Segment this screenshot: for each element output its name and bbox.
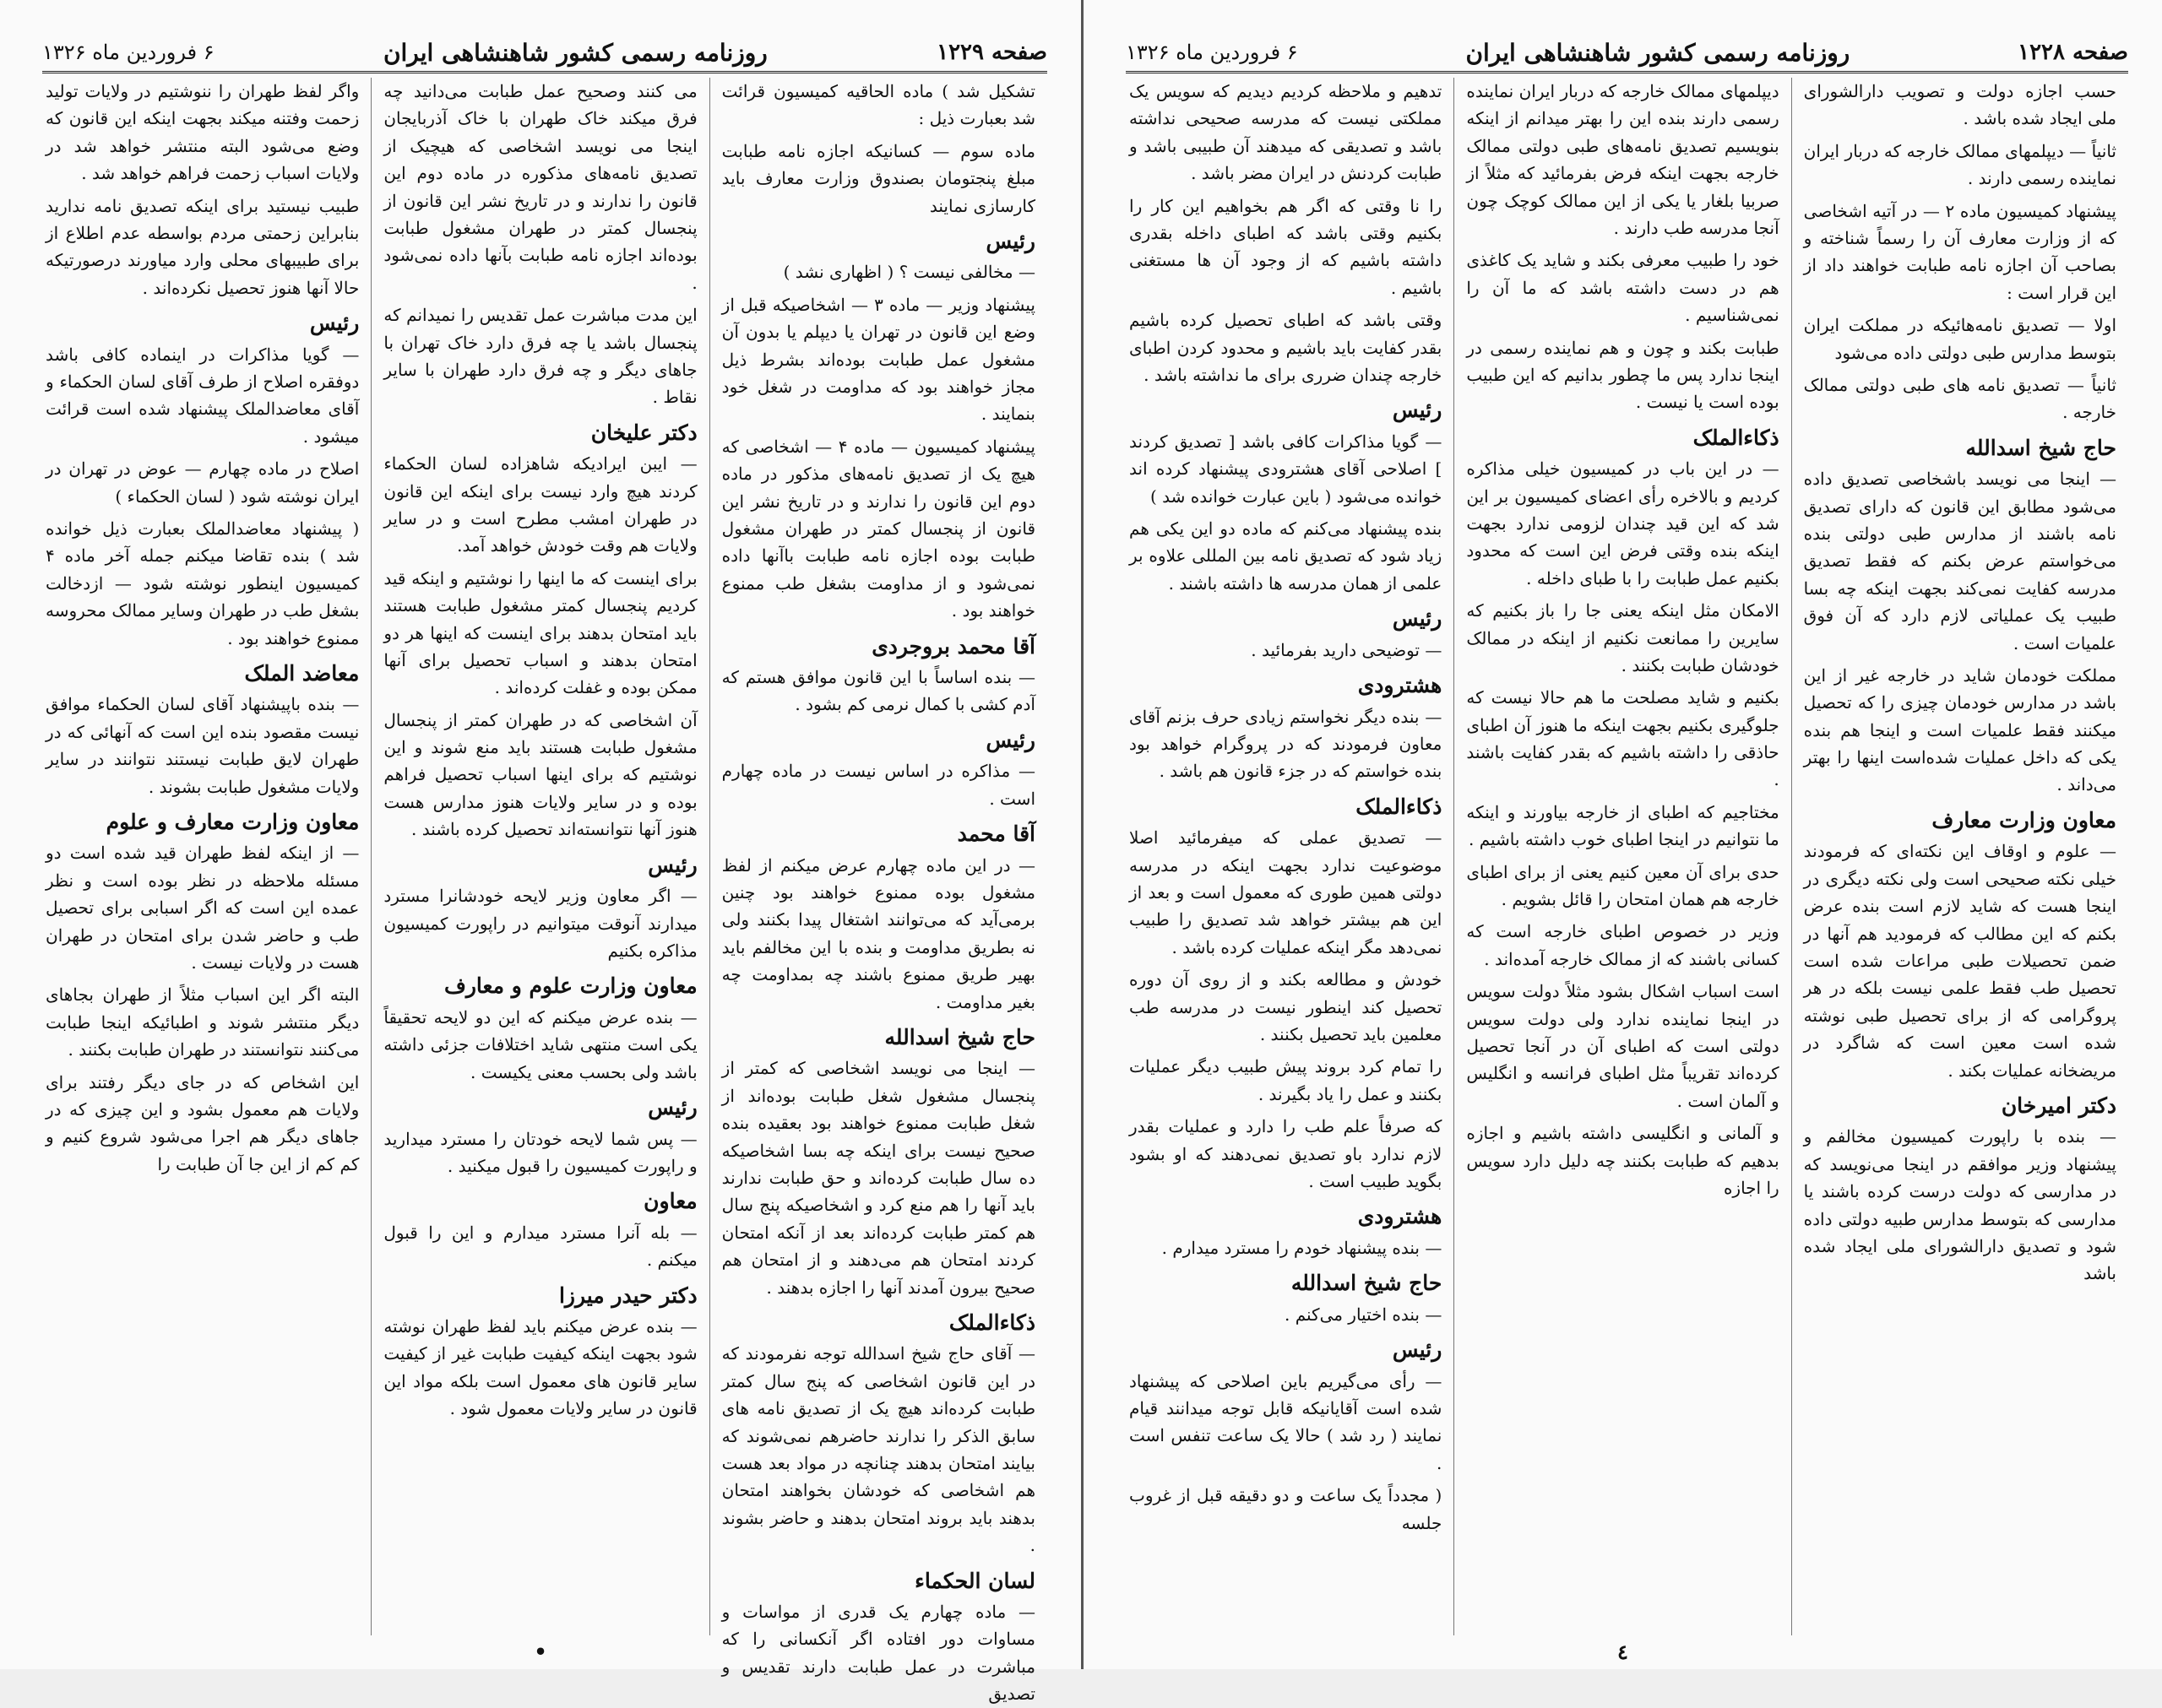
paragraph: تدهیم و ملاحظه کردیم دیدیم که سویس یک مملکتی نیست که مدرسه صحیحی نداشته باشد و تصدیقی که میدهند آن طبیبی باشد و طبابت کردنش در ایران مضر باشد .	[1129, 81, 1442, 184]
paragraph: — بنده عرض میکنم باید لفظ طهران نوشته شود بجهت اینکه کیفیت طبابت غیر از کیفیت سایر قانون های معمول است بلکه مواد این قانون در سایر ولایات معمول شود .	[383, 1316, 698, 1419]
paragraph: ثانیاً — دیپلمهای ممالک خارجه که دربار ایران نماینده رسمی دارند .	[1803, 140, 2116, 189]
paragraph: را تمام کرد بروند پیش طبیب دیگر عملیات بکنند و عمل را یاد بگیرند .	[1129, 1056, 1442, 1104]
speaker-name: رئیس	[309, 311, 360, 336]
column-3	[1117, 78, 1453, 1635]
paragraph: — آقای حاج شیخ اسدالله توجه نفرمودند که در این قانون اشخاصی که پنج سال کمتر طبابت کرده‌اند هیچ یک از تصدیق نامه های سابق الذکر را ندارند حاضرهم نمی‌شوند که بیایند امتحان بدهند چنانچه در مواد بعد هست هم اشخاصی که خودشان بخواهند امتحان بدهند باید بروند امتحان بدهند و حاضر بشوند .	[721, 1343, 1035, 1556]
speaker-name: حاج شیخ اسدالله	[884, 1024, 1035, 1049]
speaker-name: معاون	[644, 1189, 698, 1214]
speaker-name: معاون وزارت علوم و معارف	[443, 973, 698, 999]
paragraph: — بنده باپیشنهاد آقای لسان الحکماء موافق نیست مقصود بنده این است که آنهائی که در طهران لایق طبابت نیستند نتوانند در سایر ولایات مشغول طبابت بشوند .	[46, 694, 360, 797]
paragraph: — اینجا می نویسد باشخاصی تصدیق داده می‌شود مطابق این قانون که دارای تصدیق نامه باشند از مدارس طبی دولتی بنده می‌خواستم عرض بکنم که فقط تصدیق مدرسه کفایت نمی‌کند بجهت اینکه چه بسا طبیب یک عملیاتی لازم دارد که آن فوق علمیات است .	[1803, 469, 2116, 653]
column-3	[34, 78, 371, 1635]
paragraph: طبابت بکند و چون و هم نماینده رسمی در اینجا ندارد پس ما چطور بدانیم که این طبیب بوده است یا نیست .	[1466, 337, 1779, 413]
paragraph: — در این باب در کمیسیون خیلی مذاکره کردیم و بالاخره رأی اعضای کمیسیون بر این شد که این قید چندان لزومی ندارد بجهت اینکه بنده وقتی فرض این است که محدود بکنیم عمل طبابت را با طبای داخله .	[1466, 458, 1779, 588]
paragraph: — از اینکه لفظ طهران قید شده است دو مسئله ملاحظه در نظر بوده است و نظر عمده این است که اگر اسبابی برای تحصیل طب و حاضر شدن برای امتحان در طهران هست در ولایات نیست .	[46, 843, 360, 973]
paragraph: — علوم و اوقاف این نکته‌ای که فرمودند خیلی نکته صحیحی است ولی نکته دیگری در اینجا هست که شاید لازم است بنده عرض بکنم که این مطالب که فرمودید هم آنها در ضمن تحصیلات طبی مراعات شده است تحصیل طب فقط علمی نیست بلکه در هر پروگرامی که از برای تحصیل طبی نوشته شده است معین است که شاگرد در مریضخانه عملیات بکند .	[1803, 841, 2116, 1081]
paragraph: پیشنهاد کمیسیون ماده ۲ — در آتیه اشخاصی که از وزارت معارف آن را رسماً شناخته و بصاحب آن اجازه نامه طبابت خواهند داد از این قرار است :	[1803, 200, 2116, 303]
paragraph: — ایبن ایرادیکه شاهزاده لسان الحکماء کردند هیچ وارد نیست برای اینکه این قانون در طهران امشب مطرح است و در سایر ولایات هم وقت خودش خواهد آمد.	[383, 453, 698, 556]
paragraph: — بنده اختیار می‌کنم .	[1284, 1304, 1442, 1325]
newspaper-title: روزنامه رسمی کشور شاهنشاهی ایران	[383, 38, 768, 67]
paragraph: است اسباب اشکال بشود مثلاً دولت سویس در اینجا نماینده ندارد ولی دولت سویس دولتی است که اطبای آن در آنجا تحصیل کرده‌اند تقریباً مثل اطبای فرانسه و انگلیس و آلمان است .	[1466, 981, 1779, 1111]
speaker-name: رئیس	[648, 852, 698, 877]
speaker-name: رئیس	[986, 727, 1035, 752]
speaker-name: رئیس	[1392, 606, 1442, 632]
paragraph: دیپلمهای ممالک خارجه که دربار ایران نماینده رسمی دارند بنده این را بهتر میدانم از اینکه بنویسیم تصدیق نامه‌های طبی دولتی ممالک خارجه بجهت اینکه فرض بفرمائید که مثلاً از صربیا بلغار یا یکی از این ممالک کوچک چون آنجا مدرسه طب دارند .	[1466, 81, 1779, 238]
speaker-name: هشترودی	[1357, 673, 1442, 698]
paragraph: می کنند وصحیح عمل طبابت می‌دانید چه فرق میکند خاک طهران با خاک آذربایجان اینجا می نویسد اشخاصی که هیچیک از تصدیق نامه‌های مذکوره در ماده دوم این قانون را ندارند و در تاریخ نشر این قانون از پنجسال کمتر در طهران مشغول طبابت بوده‌اند اجازه نامه طبابت بآنها داده نمی‌شود .	[383, 81, 698, 293]
paragraph: ثانیاً — تصدیق نامه های طبی دولتی ممالک خارجه .	[1803, 374, 2116, 423]
page-foot-mark: •	[534, 1640, 547, 1664]
paragraph: طبیب نیستید برای اینکه تصدیق نامه ندارید بنابراین زحمتی مردم بواسطه عدم اطلاع از برای طبیبهای محلی وارد میاورند درصورتیکه حالا آنها هنوز تحصیل نکرده‌اند .	[46, 195, 360, 298]
speaker-name: ذکاءالملک	[1355, 794, 1442, 819]
speaker-name: حاج شیخ اسدالله	[1965, 435, 2116, 460]
speaker-name: هشترودی	[1357, 1204, 1442, 1229]
paragraph: پیشنهاد کمیسیون — ماده ۴ — اشخاصی که هیچ یک از تصدیق نامه‌های مذکور در ماده دوم این قانون را ندارند و در تاریخ نشر این قانون از پنجسال کمتر در طهران مشغول طبابت بوده اجازه نامه طبابت باآنها داده نمی‌شود و از مداومت بشغل طب ممنوع خواهند بود .	[721, 436, 1035, 621]
text-columns	[34, 78, 1047, 1705]
paragraph: ( پیشنهاد معاضدالملک بعبارت ذیل خوانده شد ) بنده تقاضا میکنم جمله آخر ماده ۴ کمیسیون اینطور نوشته شود — ازدخالت بشغل طب در طهران وسایر ممالک محروسه ممنوع خواهند بود .	[46, 518, 360, 648]
paragraph: برای اینست که ما اینها را نوشتیم و اینکه قید کردیم پنجسال کمتر مشغول طبابت هستند باید امتحان بدهند برای اینست که اینها هر دو امتحان بدهند و اسباب تحصیل برای آنها ممکن بوده و غفلت کرده‌اند .	[383, 567, 698, 698]
paragraph: — توضیحی دارید بفرمائید .	[1251, 639, 1442, 660]
speaker-name: رئیس	[1392, 398, 1442, 423]
paragraph: — بنده پیشنهاد خودم را مسترد میدارم .	[1161, 1237, 1442, 1258]
paragraph: ماده سوم — کسانیکه اجازه نامه طبابت مبلغ پنجتومان بصندوق وزارت معارف باید کارسازی نمایند	[721, 140, 1035, 216]
page-header	[1126, 34, 2128, 73]
page-1228	[1084, 0, 2162, 1669]
paragraph: — مذاکره در اساس نیست در ماده چهارم است .	[721, 761, 1035, 809]
column-2	[1453, 78, 1790, 1635]
paragraph: وقتی باشد که اطبای تحصیل کرده باشیم بقدر کفایت باید باشیم و محدود کردن اطبای خارجه چندان ضرری برای ما نداشته باشد .	[1129, 310, 1442, 385]
issue-date: ۶ فروردین ماه ۱۳۲۶	[42, 41, 215, 64]
paragraph: اولا — تصدیق نامه‌هائیکه در مملکت ایران بتوسط مدارس طبی دولتی داده می‌شود	[1803, 315, 2116, 363]
paragraph: البته اگر این اسباب مثلاً از طهران بجاهای دیگر منتشر شوند و اطبائیکه اینجا طبابت می‌کنند نتوانستند در طهران طبابت بکنند .	[46, 984, 360, 1060]
paragraph: واگر لفظ طهران را ننوشتیم در ولایات تولید زحمت وفتنه میکند بجهت اینکه این قانون که وضع می‌شود البته منتشر خواهد شد در ولایات اسباب زحمت فراهم خواهد شد .	[46, 81, 360, 184]
paragraph: الامکان مثل اینکه یعنی جا را باز بکنیم که سایرین را ممانعت نکنیم از اینکه در ممالک خودشان طبابت بکنند .	[1466, 600, 1779, 675]
paragraph: بنده پیشنهاد می‌کنم که ماده دو این یکی هم زیاد شود که تصدیق نامه بین المللی علاوه بر علمی از همان مدرسه ها داشته باشند .	[1129, 518, 1442, 594]
speaker-name: ذکاءالملک	[1692, 425, 1779, 450]
speaker-name: رئیس	[986, 228, 1035, 253]
speaker-name: ذکاءالملک	[948, 1309, 1035, 1335]
paragraph: خودش و مطالعه بکند و از روی آن دوره تحصیل کند اینطور نیست در مدرسه طب معلمین باید تحصیل بکنند .	[1129, 969, 1442, 1044]
paragraph: — ماده چهارم یک قدری از مواسات و مساوات دور افتاده اگر آنکسانی را که مباشرت در عمل طبابت دارند تقدیس و تصدیق	[721, 1602, 1035, 1705]
page-header	[42, 34, 1047, 73]
paragraph: این اشخاص که در جای دیگر رفتند برای ولایات هم معمول بشود و این چیزی که در جاهای دیگر هم اجرا می‌شود شروع کنیم و کم کم از این جا آن طبابت را	[46, 1071, 360, 1174]
paragraph: — تصدیق عملی که میفرمائید اصلا موضوعیت ندارد بجهت اینکه در مدرسه دولتی همین طوری که معمول است و بعد از این هم بیشتر خواهد شد تصدیق را طبیب نمی‌دهد مگر اینکه عملیات کرده باشد .	[1129, 827, 1442, 957]
paragraph: — رأی می‌گیریم باین اصلاحی که پیشنهاد شده است آقایانیکه قابل توجه میدانند قیام نمایند ( رد شد ) حالا یک ساعت تنفس است .	[1129, 1370, 1442, 1473]
paragraph: وزیر در خصوص اطبای خارجه است که کسانی باشند که از ممالک خارجه آمده‌اند .	[1466, 921, 1779, 969]
paragraph: پیشنهاد وزیر — ماده ۳ — اشخاصیکه قبل از وضع این قانون در تهران یا دیپلم یا بدون آن مشغول عمل طبابت بوده‌اند بشرط ذیل مجاز خواهند بود که مداومت در شغل خود بنمایند .	[721, 294, 1035, 425]
speaker-name: معاون وزارت معارف و علوم	[106, 809, 360, 834]
paragraph: تشکیل شد ) ماده الحاقیه کمیسیون قرائت شد بعبارت ذیل :	[721, 81, 1035, 129]
speaker-name: رئیس	[1392, 1337, 1442, 1363]
speaker-name: لسان الحکماء	[915, 1568, 1035, 1593]
speaker-name: معاضد الملک	[244, 660, 360, 686]
paragraph: آن اشخاصی که در طهران کمتر از پنجسال مشغول طبابت هستند باید منع شوند و این نوشتیم که برای اینها اسباب تحصیل فراهم بوده و در سایر ولایات هنوز مدارس هست هنوز آنها نتوانسته‌اند تحصیل کرده باشند .	[383, 709, 698, 840]
paragraph: حدی برای آن معین کنیم یعنی از برای اطبای خارجه هم همان امتحان را قائل بشویم .	[1466, 861, 1779, 910]
column-2	[371, 78, 709, 1635]
page-number: صفحه ۱۲۲۸	[2018, 40, 2128, 65]
column-1	[1791, 78, 2128, 1635]
page-number: صفحه ۱۲۲۹	[937, 40, 1047, 65]
paragraph: — بله آنرا مسترد میدارم و این را قبول میکنم .	[383, 1222, 698, 1271]
speaker-name: حاج شیخ اسدالله	[1290, 1271, 1442, 1296]
paragraph: ( مجدداً یک ساعت و دو دقیقه قبل از غروب جلسه	[1129, 1485, 1442, 1533]
newspaper-title: روزنامه رسمی کشور شاهنشاهی ایران	[1465, 38, 1850, 67]
speaker-name: معاون وزارت معارف	[1931, 807, 2116, 832]
paragraph: — مخالفی نیست ؟ ( اظهاری نشد )	[783, 262, 1035, 283]
paragraph: خود را طبیب معرفی بکند و شاید یک کاغذی هم در دست داشته باشد که ما آن را نمی‌شناسیم .	[1466, 250, 1779, 326]
text-columns	[1117, 78, 2128, 1635]
paragraph: — در این ماده چهارم عرض میکنم از لفظ مشغول بوده ممنوع خواهند بود چنین برمی‌آید که می‌توانند اشتغال پیدا بکنند ولی نه بطریق مداومت و بنده با این مخالفم باید بهیر طریق ممنوع باشند چه بمداومت چه بغیر مداومت .	[721, 854, 1035, 1012]
column-1	[709, 78, 1047, 1705]
speaker-name: آقا محمد بروجردی	[872, 633, 1035, 659]
speaker-name: رئیس	[648, 1095, 698, 1120]
speaker-name: آقا محمد	[957, 821, 1035, 847]
paragraph: — گویا مذاکرات کافی باشد [ تصدیق کردند ] اصلاحی آقای هشترودی پیشنهاد کرده اند خوانده می‌شود ( باین عبارت خوانده شد )	[1129, 431, 1442, 507]
paragraph: — بنده عرض میکنم که این دو لایحه تحقیقاً یکی است منتهی شاید اختلافات جزئی داشته باشد ولی بحسب معنی یکیست .	[383, 1006, 698, 1082]
paragraph: — بنده با راپورت کمیسیون مخالفم و پیشنهاد وزیر موافقم در اینجا می‌نویسد که در مدارسی که دولت درست کرده باشند یا مدارسی که بتوسط مدارس طبیه دولتی داده شود و تصدیق دارالشورای ملی ایجاد شده باشد	[1803, 1126, 2116, 1284]
paragraph: این مدت مباشرت عمل تقدیس را نمیدانم که پنجسال باشد یا چه فرق دارد خاک تهران با جاهای دیگر و چه فرق دارد طهران با سایر نقاط .	[383, 305, 698, 408]
paragraph: را نا وقتی که اگر هم بخواهیم این کار را بکنیم وقتی باشد که اطبای داخله بقدری داشته باشیم که از وجود آن ها مستغنی باشیم .	[1129, 195, 1442, 298]
speaker-name: دکتر امیرخان	[2001, 1093, 2116, 1118]
paragraph: — بنده اساساً با این قانون موافق هستم که آدم کشی با کمال نرمی کم بشود .	[721, 667, 1035, 715]
speaker-name: دکتر حیدر میرزا	[558, 1282, 698, 1308]
paragraph: — بنده دیگر نخواستم زیادی حرف بزنم آقای معاون فرمودند که در پروگرام خواهد بود بنده خواستم که در جزء قانون هم باشد .	[1129, 706, 1442, 782]
paragraph: که صرفاً علم طب را دارد و عملیات بقدر لازم ندارد باو تصدیق نمی‌دهند که او بشود بگوید طبیب است .	[1129, 1116, 1442, 1191]
paragraph: حسب اجازه دولت و تصویب دارالشورای ملی ایجاد شده باشد .	[1803, 81, 2116, 129]
paragraph: بکنیم و شاید مصلحت ما هم حالا نیست که جلوگیری بکنیم بجهت اینکه ما هنوز آن اطبای حاذقی را داشته باشیم که بقدر کفایت باشند .	[1466, 687, 1779, 790]
paragraph: — گویا مذاکرات در اینماده کافی باشد دوفقره اصلاح از طرف آقای لسان الحکماء و آقای معاضدالملک پیشنهاد شده است قرائت میشود .	[46, 344, 360, 447]
paragraph: — اگر معاون وزیر لایحه خودشانرا مسترد میدارند آنوقت میتوانیم در راپورت کمیسیون مذاکره بکنیم	[383, 886, 698, 961]
page-foot-mark: ٤	[1617, 1640, 1628, 1664]
issue-date: ۶ فروردین ماه ۱۳۲۶	[1126, 41, 1298, 64]
paragraph: — پس شما لایحه خودتان را مسترد میدارید و راپورت کمیسیون را قبول میکنید .	[383, 1128, 698, 1176]
paragraph: و آلمانی و انگلیسی داشته باشیم و اجازه بدهیم که طبابت بکنند چه دلیل دارد سویس را اجازه	[1466, 1123, 1779, 1198]
speaker-name: دکتر علیخان	[590, 420, 698, 445]
paragraph: مختاجیم که اطبای از خارجه بیاورند و اینکه ما نتوانیم در اینجا اطبای خوب داشته باشیم .	[1466, 801, 1779, 850]
paragraph: اصلاح در ماده چهارم — عوض در تهران در ایران نوشته شود ( لسان الحکماء )	[46, 458, 360, 507]
paragraph: — اینجا می نویسد اشخاصی که کمتر از پنجسال مشغول شغل طبابت بوده‌اند از شغل طبابت ممنوع خواهند بود بعقیده بنده صحیح نیست برای اینکه چه بسا اشخاصیکه ده سال طبابت کرده‌اند و حق طبابت ندارند باید آنها را هم منع کرد و اشخاصیکه پنج سال هم کمتر طبابت کرده‌اند بعد از آنکه امتحان کردند امتحان هم می‌دهند و از امتحان هم صحیح بیرون آمدند آنها را اجازه بدهند .	[721, 1058, 1035, 1298]
paragraph: مملکت خودمان شاید در خارجه غیر از این باشد در مدارس خودمان چیزی را که تحصیل میکنند فقط علمیات است و اینجا هم بنده یکی که داخل عملیات شده‌است اینها را بهتر می‌داند .	[1803, 664, 2116, 795]
